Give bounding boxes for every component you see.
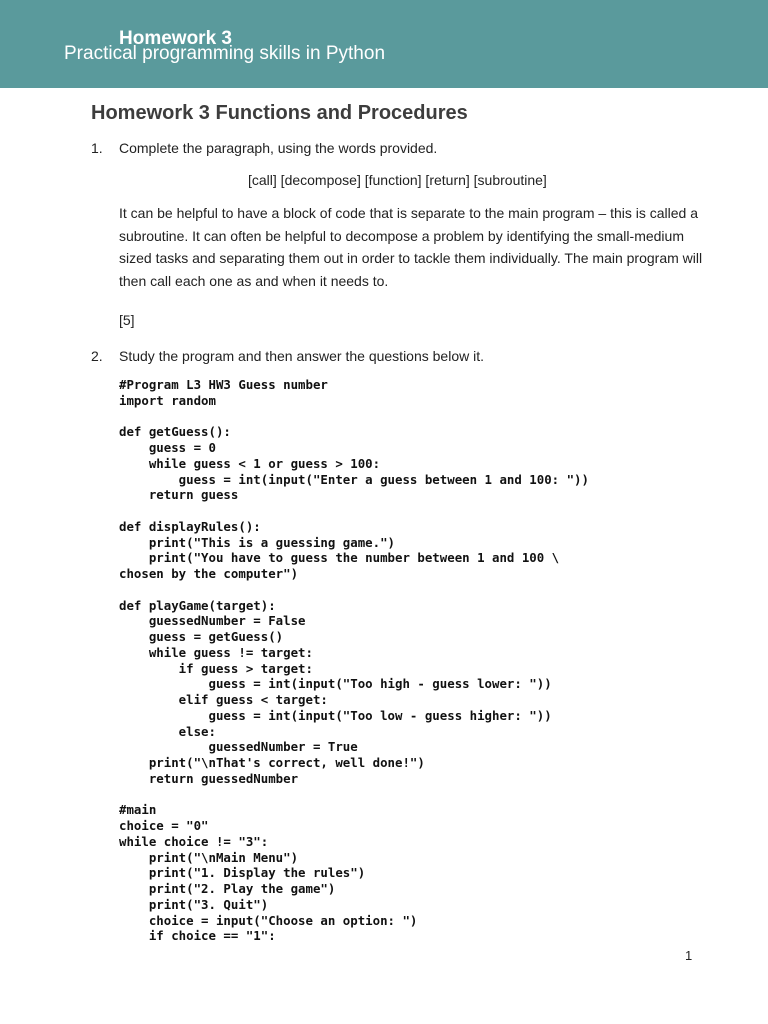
question-1-prompt: Complete the paragraph, using the words provided. <box>119 140 438 156</box>
question-1-paragraph: It can be helpful to have a block of code that is separate to the main program – this is called a subroutine. It can often be helpful to decompose a problem by identifying the small-medium sized tasks and separating them out in order to tackle them individually. The main program will then call each one as and when it needs to. <box>119 205 703 289</box>
question-2-prompt: Study the program and then answer the questions below it. <box>119 348 484 364</box>
page-title: Homework 3 Functions and Procedures <box>91 102 468 124</box>
program-code-listing: #Program L3 HW3 Guess number import random def getGuess(): guess = 0 while guess < 1 or guess > 100: guess = int(input("Enter a guess between 1 and 100: ")) return guess def displayRules(): print("This is a guessing game.") print("You have to guess the number between 1 and 100 \ chosen by the computer") def playGame(target): guessedNumber = False guess = getGuess() while guess != target: if guess > target: guess = int(input("Too high - guess lower: ")) elif guess < target: guess = int(input("Too low - guess higher: ")) else: guessedNumber = True print("\nThat's correct, well done!") return guessedNumber #main choice = "0" while choice != "3": print("\nMain Menu") print("1. Display the rules") print("2. Play the game") print("3. Quit") choice = input("Choose an option: ") if choice == "1": <box>119 377 589 944</box>
header-banner <box>0 0 768 88</box>
header-subtitle: Practical programming skills in Python <box>64 43 386 64</box>
page-number: 1 <box>685 948 693 963</box>
word-bank: [call] [decompose] [function] [return] [subroutine] <box>248 172 547 188</box>
question-1-number: 1. <box>91 140 103 156</box>
header-homework-label: Homework 3 <box>119 28 232 49</box>
question-2-number: 2. <box>91 348 103 364</box>
question-1-marks: [5] <box>119 312 135 328</box>
